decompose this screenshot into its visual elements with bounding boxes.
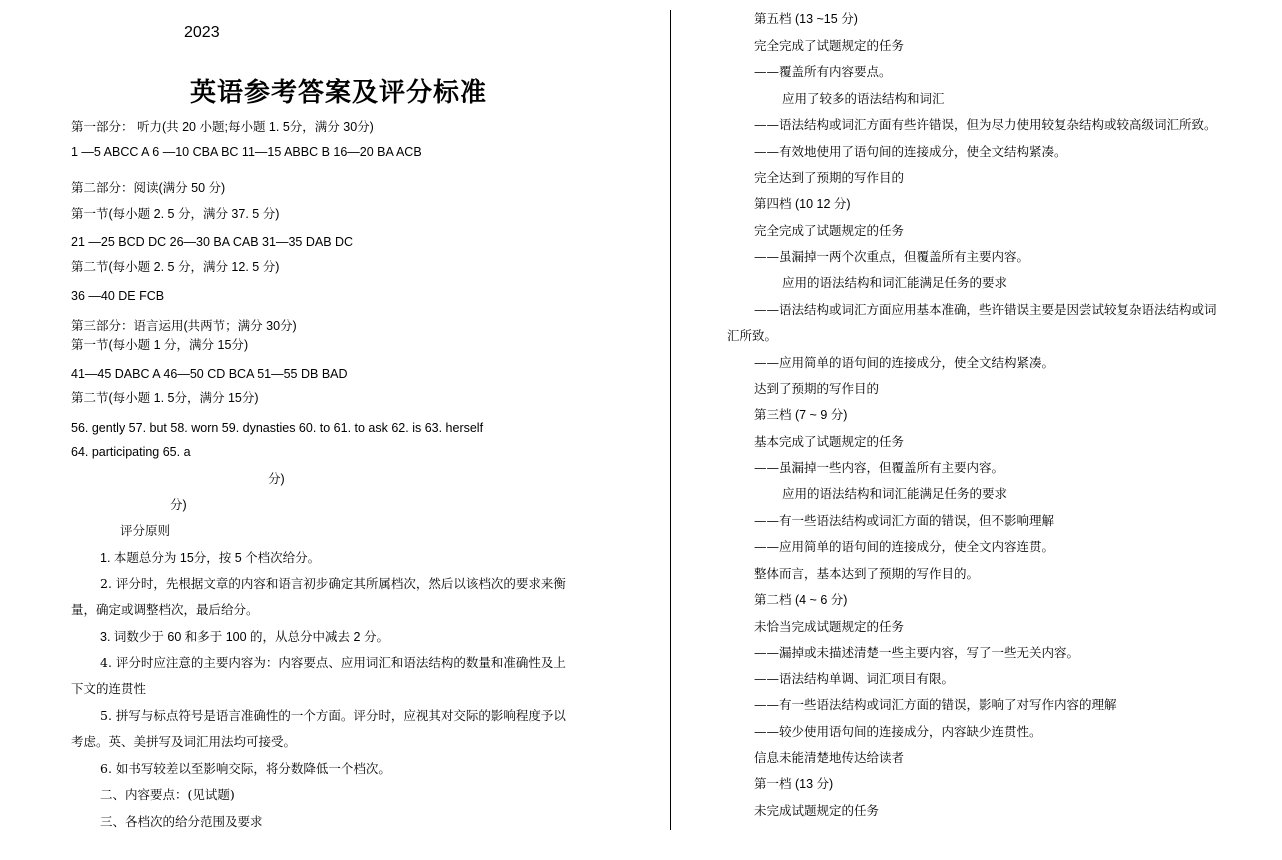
- grade2-heading: 第二档 (4 ~ 6 分): [754, 593, 848, 607]
- rule-5-line1: 5. 拼写与标点符号是语言准确性的一个方面。评分时，应视其对交际的影响程度予以: [100, 708, 566, 723]
- grade4-line: ——虽漏掉一两个次重点，但覆盖所有主要内容。: [754, 249, 1030, 264]
- grade5-heading: 第五档 (13 ~15 分): [754, 12, 858, 26]
- grade2-line: ——有一些语法结构或词汇方面的错误，影响了对写作内容的理解: [754, 697, 1117, 712]
- part3-section2-answers-line2: 64. participating 65. a: [71, 445, 191, 459]
- rule-4-line1: 4. 评分时应注意的主要内容为：内容要点、应用词汇和语法结构的数量和准确性及上: [100, 655, 566, 670]
- grade2-line: ——语法结构单调、词汇项目有限。: [754, 671, 955, 686]
- content-points: 二、内容要点：(见试题): [100, 787, 235, 802]
- part2-section1-heading: 第一节(每小题 2. 5 分，满分 37. 5 分): [71, 207, 280, 221]
- rule-5-line2: 考虑。英、美拼写及词汇用法均可接受。: [71, 734, 297, 749]
- grade3-line: ——虽漏掉一些内容，但覆盖所有主要内容。: [754, 460, 1005, 475]
- grade5-line: 完全完成了试题规定的任务: [754, 38, 905, 53]
- grade4-line: 达到了预期的写作目的: [754, 381, 880, 396]
- part3-heading: 第三部分：语言运用(共两节；满分 30分): [71, 319, 297, 333]
- rule-3: 3. 词数少于 60 和多于 100 的，从总分中减去 2 分。: [100, 630, 389, 644]
- part3-section1-answers: 41—45 DABC A 46—50 CD BCA 51—55 DB BAD: [71, 367, 348, 381]
- year-label: 2023: [184, 24, 220, 41]
- rule-2-line1: 2. 评分时，先根据文章的内容和语言初步确定其所属档次，然后以该档次的要求来衡: [100, 576, 566, 591]
- part3-section2-answers-line1: 56. gently 57. but 58. worn 59. dynasties 60. to 61. to ask 62. is 63. herself: [71, 421, 484, 435]
- grade2-line: ——漏掉或未描述清楚一些主要内容，写了一些无关内容。: [754, 645, 1080, 660]
- grade4-line: 应用的语法结构和词汇能满足任务的要求: [782, 275, 1008, 290]
- part2-section1-answers: 21 —25 BCD DC 26—30 BA CAB 31—35 DAB DC: [71, 235, 354, 249]
- scoring-principle-heading: 评分原则: [120, 523, 171, 538]
- grade5-line: ——有效地使用了语句间的连接成分，使全文结构紧凑。: [754, 144, 1067, 159]
- fragment-text: 分): [170, 498, 187, 512]
- grade2-line: 未恰当完成试题规定的任务: [754, 619, 905, 634]
- grade5-line: ——覆盖所有内容要点。: [754, 64, 892, 79]
- part3-section1-heading: 第一节(每小题 1 分，满分 15分): [71, 338, 249, 352]
- page-title: 英语参考答案及评分标准: [190, 78, 488, 108]
- grade2-line: 信息未能清楚地传达给读者: [754, 750, 905, 765]
- grade3-line: ——应用简单的语句间的连接成分，使全文内容连贯。: [754, 539, 1055, 554]
- grade4-line: 汇所致。: [727, 328, 778, 343]
- part2-heading: 第二部分：阅读(满分 50 分): [71, 181, 226, 195]
- grade4-line: 完全完成了试题规定的任务: [754, 223, 905, 238]
- grade2-line: ——较少使用语句间的连接成分，内容缺少连贯性。: [754, 724, 1042, 739]
- grade3-line: ——有一些语法结构或词汇方面的错误，但不影响理解: [754, 513, 1055, 528]
- rule-6: 6. 如书写较差以至影响交际，将分数降低一个档次。: [100, 761, 391, 776]
- grade5-line: 完全达到了预期的写作目的: [754, 170, 905, 185]
- rule-2-line2: 量，确定或调整档次，最后给分。: [71, 602, 259, 617]
- grade1-line: 未完成试题规定的任务: [754, 803, 880, 818]
- part1-answers: 1 —5 ABCC A 6 —10 CBA BC 11—15 ABBC B 16—20 BA ACB: [71, 145, 422, 159]
- part2-section2-answers: 36 —40 DE FCB: [71, 289, 165, 303]
- grade4-line: ——应用简单的语句间的连接成分，使全文结构紧凑。: [754, 355, 1055, 370]
- grade5-line: ——语法结构或词汇方面有些许错误，但为尽力使用较复杂结构或较高级词汇所致。: [754, 117, 1217, 132]
- rule-1: 1. 本题总分为 15分，按 5 个档次给分。: [100, 551, 321, 565]
- grade3-heading: 第三档 (7 ~ 9 分): [754, 408, 848, 422]
- grade3-line: 应用的语法结构和词汇能满足任务的要求: [782, 486, 1008, 501]
- grade3-line: 基本完成了试题规定的任务: [754, 434, 905, 449]
- grade1-heading: 第一档 (13 分): [754, 777, 834, 791]
- grade3-line: 整体而言，基本达到了预期的写作目的。: [754, 566, 980, 581]
- part1-heading: 第一部分： 听力(共 20 小题;每小题 1. 5分，满分 30分): [71, 120, 374, 134]
- grade5-line: 应用了较多的语法结构和词汇: [782, 91, 945, 106]
- grade4-line: ——语法结构或词汇方面应用基本准确，些许错误主要是因尝试较复杂语法结构或词: [754, 302, 1217, 317]
- part3-section2-heading: 第二节(每小题 1. 5分，满分 15分): [71, 391, 259, 405]
- rule-4-line2: 下文的连贯性: [71, 681, 147, 696]
- grade4-heading: 第四档 (10 12 分): [754, 197, 851, 211]
- part2-section2-heading: 第二节(每小题 2. 5 分，满分 12. 5 分): [71, 260, 280, 274]
- fragment-text: 分): [268, 472, 285, 486]
- column-divider: [670, 10, 671, 830]
- grade-ranges-heading: 三、各档次的给分范围及要求: [100, 814, 263, 829]
